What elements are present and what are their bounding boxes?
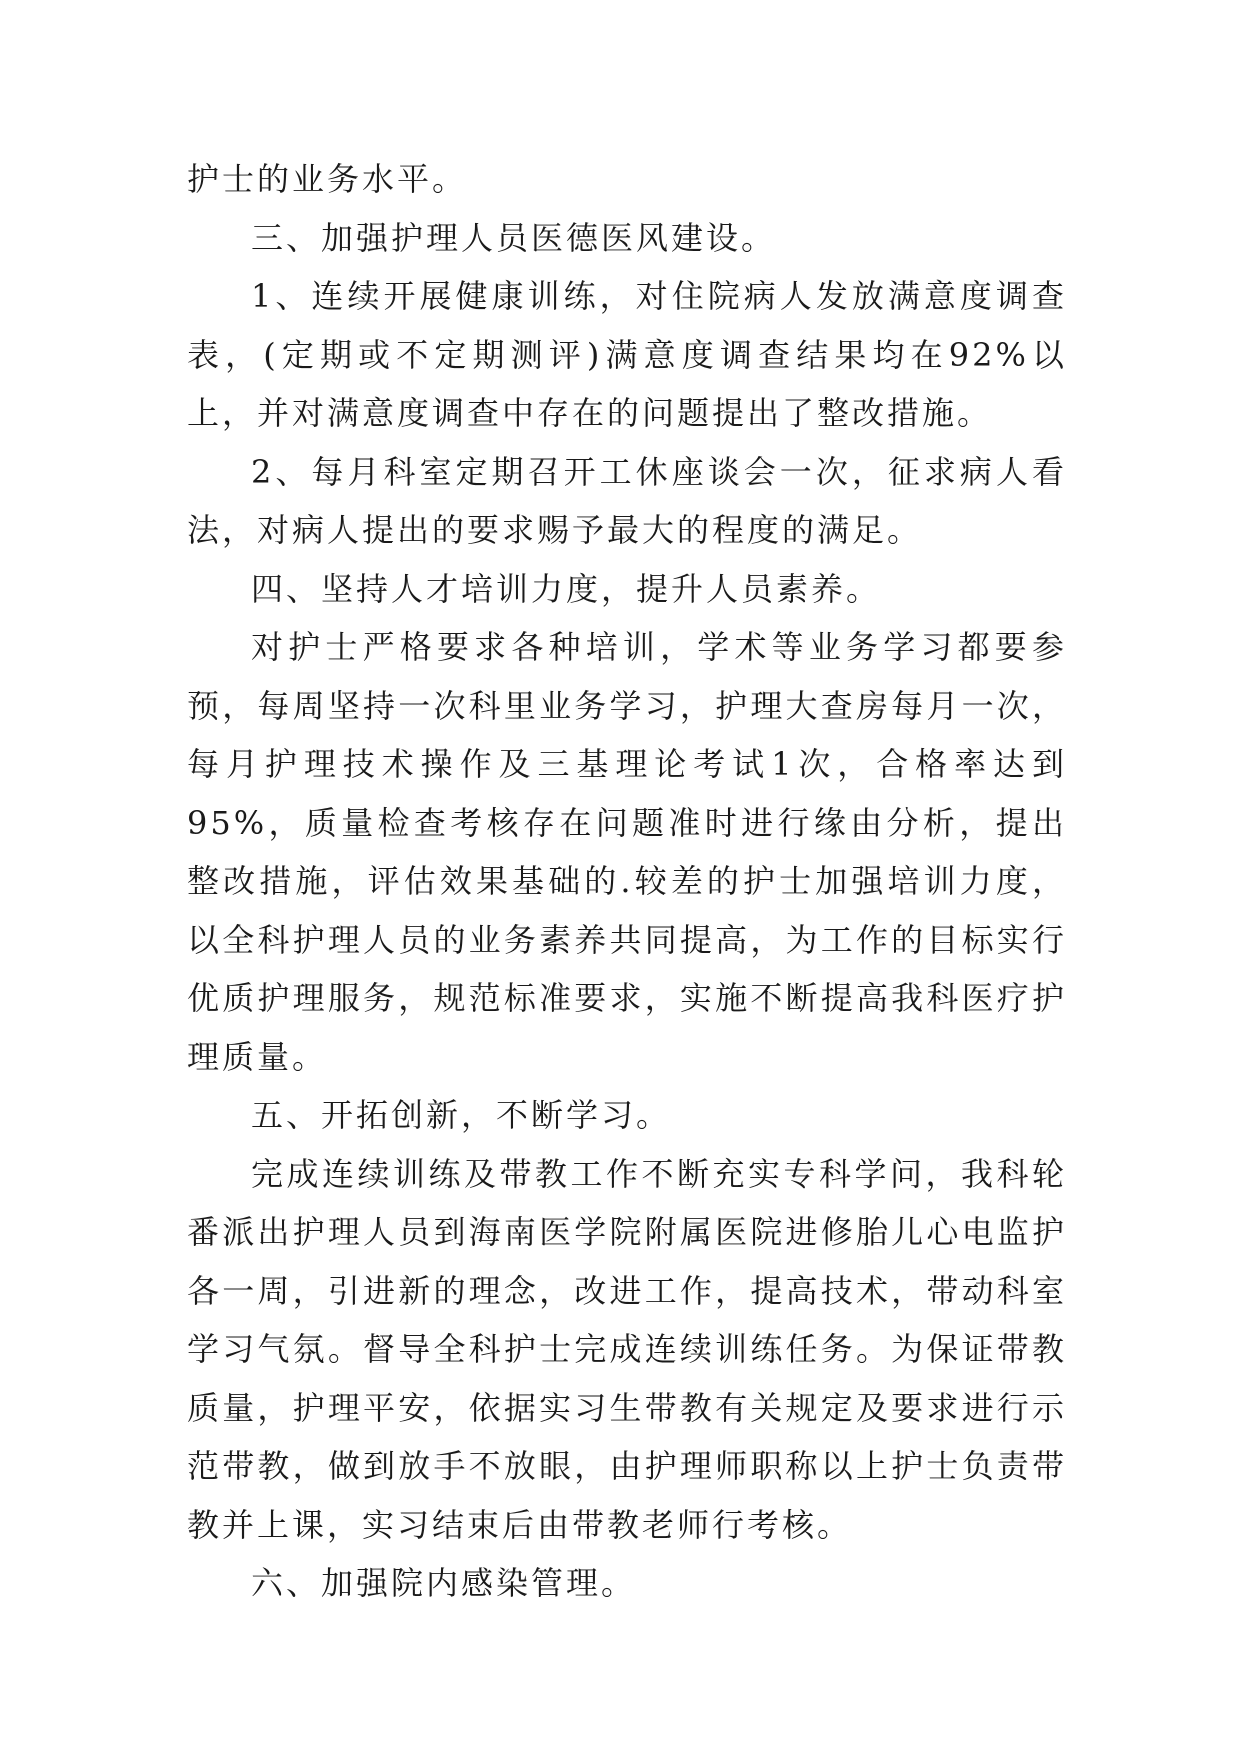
paragraph-continuation: 护士的业务水平。 bbox=[187, 160, 468, 198]
paragraph-training: 对护士严格要求各种培训，学术等业务学习都要参预，每周坚持一次科里业务学习，护理大查房每月一次，每月护理技术操作及三基理论考试1次，合格率达到95%，质量检查考核存在问题准时进行缘由分析，提出整改措施，评估效果基础的.较差的护士加强培训力度，以全科护理人员的业务素养共同提高，为工作的目标实行优质护理服务，规范标准要求，实施不断提高我科医疗护理质量。 bbox=[187, 628, 1067, 1076]
section-heading-5: 五、开拓创新，不断学习。 bbox=[251, 1096, 672, 1134]
section-heading-3: 三、加强护理人员医德医风建设。 bbox=[251, 218, 777, 257]
section-heading-6: 六、加强院内感染管理。 bbox=[251, 1564, 637, 1602]
document-body bbox=[187, 150, 1067, 1613]
paragraph-learning: 完成连续训练及带教工作不断充实专科学问，我科轮番派出护理人员到海南医学院附属医院进修胎儿心电监护各一周，引进新的理念，改进工作，提高技术，带动科室学习气氛。督导全科护士完成连续训练任务。为保证带教质量，护理平安，依据实习生带教有关规定及要求进行示范带教，做到放手不放眼，由护理师职称以上护士负责带教并上课，实习结束后由带教老师行考核。 bbox=[187, 1154, 1067, 1544]
paragraph-item-2: 2、每月科室定期召开工休座谈会一次，征求病人看法，对病人提出的要求赐予最大的程度的满足。 bbox=[187, 452, 1067, 549]
paragraph-item-1: 1、连续开展健康训练，对住院病人发放满意度调查表，(定期或不定期测评)满意度调查结果均在92%以上，并对满意度调查中存在的问题提出了整改措施。 bbox=[187, 277, 1067, 432]
section-heading-4: 四、坚持人才培训力度，提升人员素养。 bbox=[251, 569, 882, 608]
